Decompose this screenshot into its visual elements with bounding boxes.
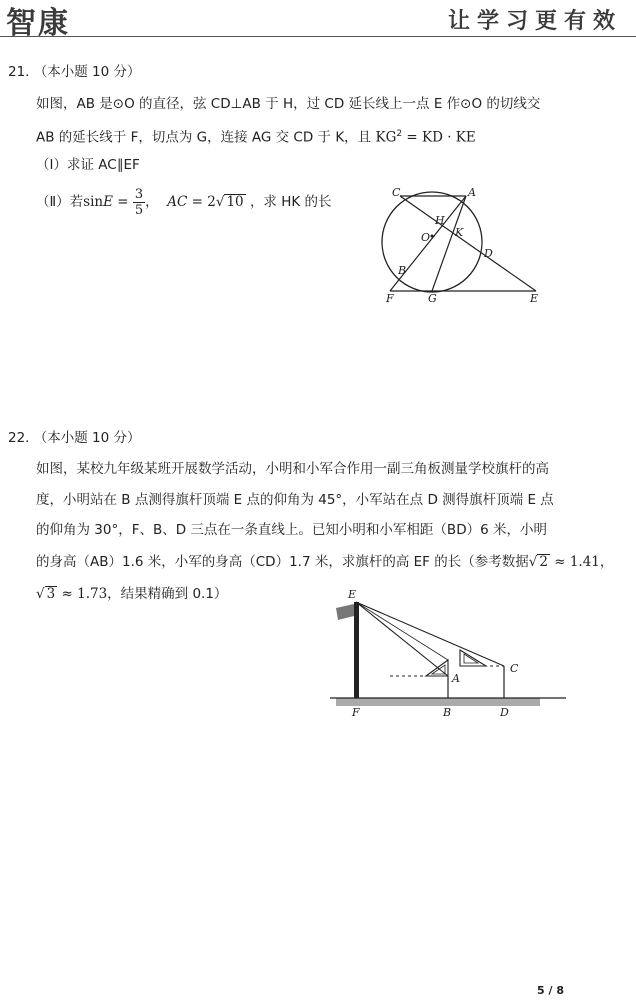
header-slogan: 让学习更有效 — [447, 9, 622, 34]
q21-label-a: A — [468, 186, 476, 199]
q22-line4: 的身高（AB）1.6 米，小军的身高（CD）1.7 米，求旗杆的高 EF 的长（参考数据√ 2 ≈ 1.41， — [36, 554, 614, 570]
q21-label-o: O — [421, 231, 431, 244]
q21-label-b: B — [398, 264, 407, 277]
q22-sqrt2: 2 — [539, 554, 548, 570]
q21-part2: （Ⅱ）若sinE = $\frac{3}{5}$ ， AC = 2√ 10 ，求 HK 的长 — [36, 186, 332, 218]
q22-sqrt3: 3 — [46, 586, 56, 602]
q22-label-d: D — [500, 706, 509, 718]
q21-formula-exp: 2 — [396, 129, 403, 139]
q21-part2-sqrt: 10 — [226, 194, 244, 210]
q21-line2-wrap — [36, 124, 476, 148]
q22-label-b: B — [443, 706, 452, 718]
q22-line3: 的仰角为 30°，F、B、D 三点在一条直线上。已知小明和小军相距（BD）6 米，小明 — [36, 522, 547, 538]
q21-label-c: C — [392, 186, 401, 199]
q21-part2-e: E — [103, 194, 113, 210]
q22-approx2: ≈ 1.73 — [61, 586, 108, 602]
q22-label-c: C — [510, 662, 519, 675]
q21-formula-lhs: KG — [375, 129, 397, 146]
q22-line5-suffix: ，结果精确到 0.1） — [107, 586, 228, 602]
q21-label-f: F — [386, 292, 394, 305]
q21-part2-comma: ， — [145, 194, 159, 210]
q21-label-h: H — [435, 214, 445, 227]
page-number: 5 / 8 — [537, 984, 564, 997]
q21-formula-rhs: = KD · KE — [406, 129, 476, 146]
q22-line2: 度，小明站在 B 点测得旗杆顶端 E 点的仰角为 45°，小军站在点 D 测得旗杆顶端 E 点 — [36, 492, 554, 508]
q21-frac-num: 3 — [134, 186, 144, 202]
q21-label-k: K — [455, 226, 464, 239]
q21-label-d: D — [484, 247, 493, 260]
q22-approx1: ≈ 1.41 — [554, 554, 600, 570]
q21-label-g: G — [428, 292, 437, 305]
q22-line4-prefix: 的身高（AB）1.6 米，小军的身高（CD）1.7 米，求旗杆的高 EF 的长（参考数据 — [36, 554, 529, 570]
q22-line5: √ 3 ≈ 1.73，结果精确到 0.1） — [36, 586, 228, 602]
q21-part2-sin: sin — [83, 194, 104, 210]
q21-circle-figure — [376, 184, 546, 308]
q21-part2-eq: = — [117, 194, 129, 210]
q22-label-e: E — [348, 588, 357, 601]
q21-part2-suffix: ，求 HK 的长 — [249, 194, 332, 210]
header-divider — [0, 36, 636, 37]
q22-line4-suffix: ， — [599, 554, 614, 570]
q21-label-e: E — [530, 292, 539, 305]
q21-frac-den: 5 — [134, 202, 144, 218]
q22-label-f: F — [352, 706, 360, 718]
q21-part2-eq2: = 2 — [191, 194, 216, 210]
q21-part1: （I）求证 AC∥EF — [36, 157, 140, 173]
q21-part2-prefix: （Ⅱ）若 — [36, 194, 84, 210]
q22-title: 22. （本小题 10 分） — [8, 430, 141, 446]
q21-fraction — [133, 187, 145, 218]
q21-line1: 如图，AB 是⊙O 的直径，弦 CD⊥AB 于 H，过 CD 延长线上一点 E 作⊙O 的切线交 — [36, 96, 541, 112]
q21-line2: AB 的延长线于 F，切点为 G，连接 AG 交 CD 于 K，且 — [36, 129, 372, 146]
brand-logo: 智康 — [6, 6, 70, 41]
q21-part2-ac: AC — [167, 194, 188, 210]
q22-line1: 如图，某校九年级某班开展数学活动，小明和小军合作用一副三角板测量学校旗杆的高 — [36, 461, 549, 477]
q22-flagpole-figure — [330, 586, 566, 718]
q21-title: 21. （本小题 10 分） — [8, 64, 141, 80]
q22-label-a: A — [452, 672, 460, 685]
